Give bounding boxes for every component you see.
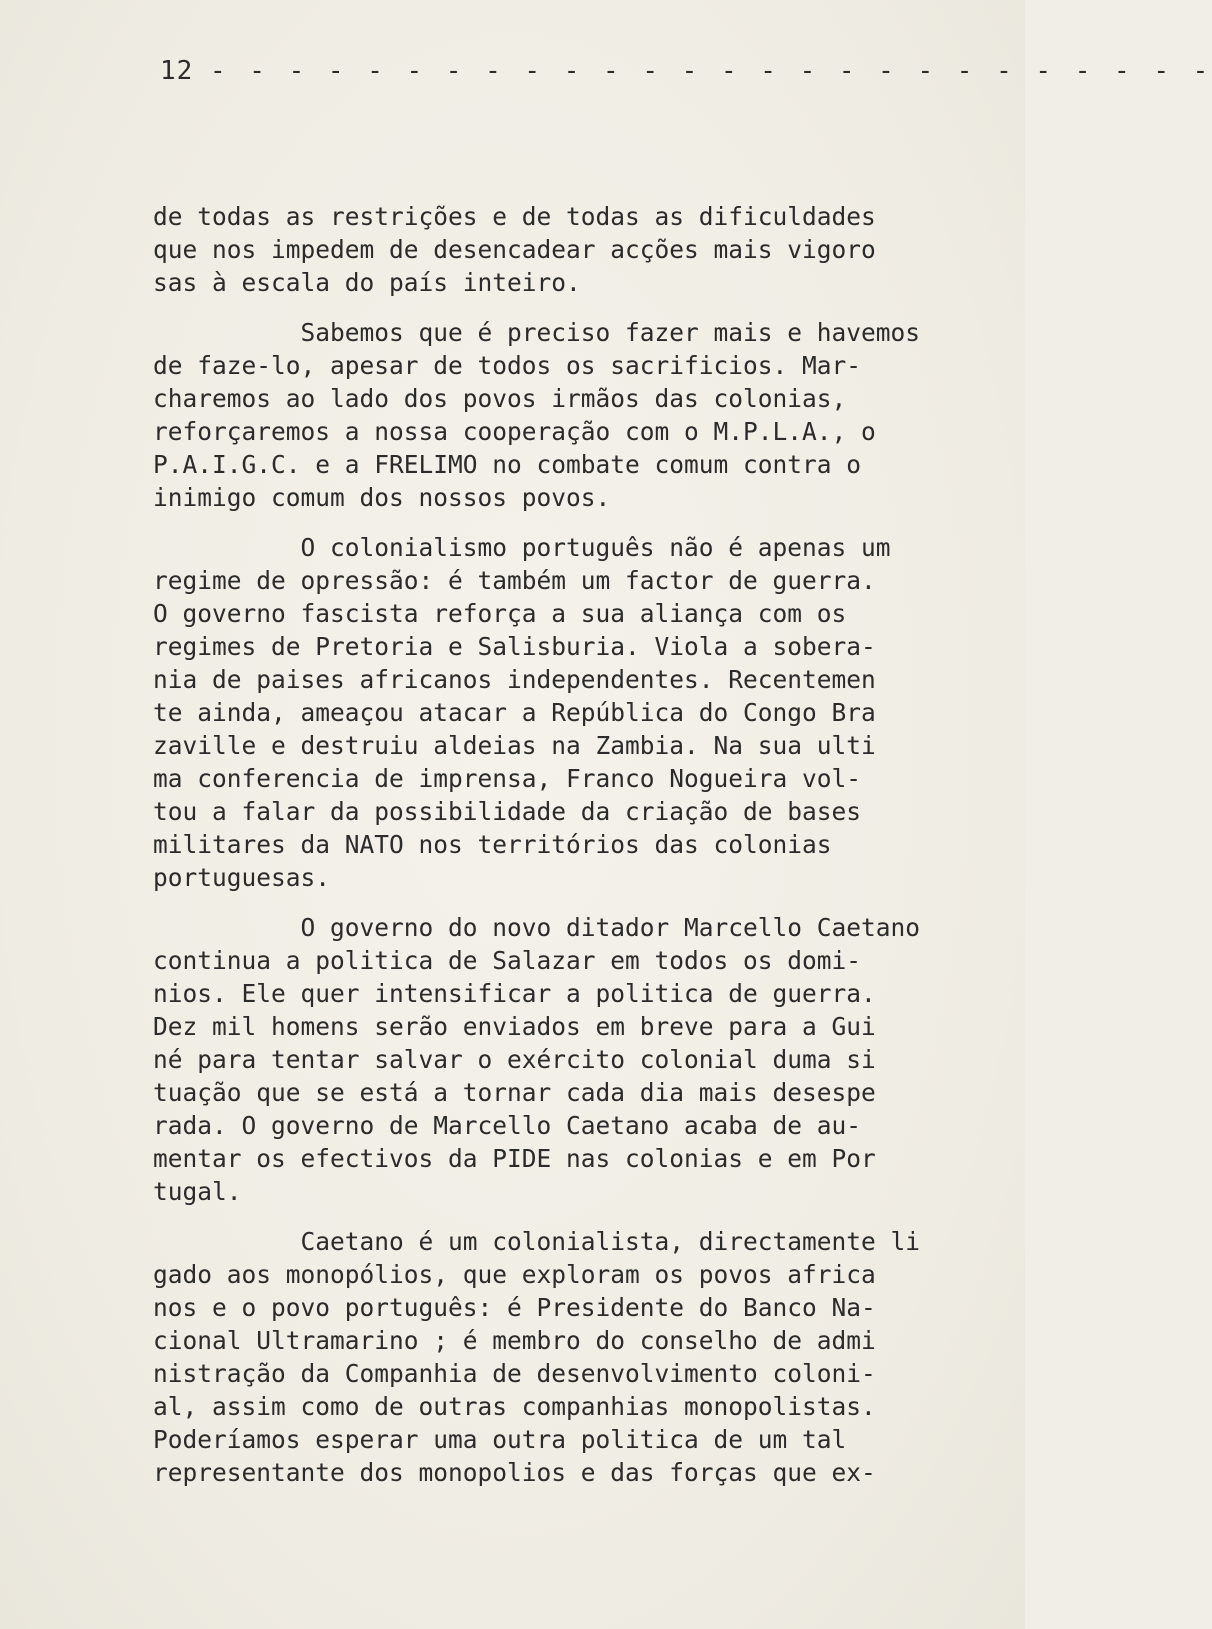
- text-line: zaville e destruiu aldeias na Zambia. Na sua ulti: [153, 731, 876, 760]
- text-line: de faze-lo, apesar de todos os sacrificios. Mar-: [153, 351, 862, 380]
- text-line: tuação que se está a tornar cada dia mais desespe: [153, 1078, 876, 1107]
- body-text: [153, 200, 933, 1489]
- paragraph-2: [153, 316, 933, 514]
- text-line: al, assim como de outras companhias monopolistas.: [153, 1392, 876, 1421]
- text-line: tugal.: [153, 1177, 242, 1206]
- text-line: reforçaremos a nossa cooperação com o M.P.L.A., o: [153, 417, 876, 446]
- text-line: O governo fascista reforça a sua aliança com os: [153, 599, 847, 628]
- text-line: cional Ultramarino ; é membro do conselho de admi: [153, 1326, 876, 1355]
- paragraph-3: [153, 531, 933, 894]
- text-line: militares da NATO nos territórios das colonias: [153, 830, 832, 859]
- text-line: nios. Ele quer intensificar a politica de guerra.: [153, 979, 876, 1008]
- text-line: continua a politica de Salazar em todos os domi-: [153, 946, 862, 975]
- text-line: P.A.I.G.C. e a FRELIMO no combate comum contra o: [153, 450, 862, 479]
- paragraph-4: [153, 911, 933, 1208]
- text-line: ma conferencia de imprensa, Franco Nogueira vol-: [153, 764, 862, 793]
- text-line: O governo do novo ditador Marcello Caetano: [153, 913, 921, 942]
- text-line: rada. O governo de Marcello Caetano acaba de au-: [153, 1111, 862, 1140]
- text-line: regimes de Pretoria e Salisburia. Viola a sobera-: [153, 632, 876, 661]
- text-line: né para tentar salvar o exército colonial duma si: [153, 1045, 876, 1074]
- text-line: nos e o povo português: é Presidente do Banco Na-: [153, 1293, 876, 1322]
- text-line: mentar os efectivos da PIDE nas colonias e em Por: [153, 1144, 876, 1173]
- page-number: 12: [160, 56, 194, 86]
- text-line: Caetano é um colonialista, directamente li: [153, 1227, 921, 1256]
- text-line: nia de paises africanos independentes. Recentemen: [153, 665, 876, 694]
- text-line: representante dos monopolios e das forças que ex-: [153, 1458, 876, 1487]
- text-line: charemos ao lado dos povos irmãos das colonias,: [153, 384, 847, 413]
- paragraph-5: [153, 1225, 933, 1489]
- text-line: portuguesas.: [153, 863, 331, 892]
- header-dash-rule: - - - - - - - - - - - - - - - - - - - - - - - - - -: [209, 56, 1212, 86]
- paragraph-1: [153, 200, 933, 299]
- text-line: nistração da Companhia de desenvolvimento coloni-: [153, 1359, 876, 1388]
- text-line: Poderíamos esperar uma outra politica de um tal: [153, 1425, 847, 1454]
- text-line: te ainda, ameaçou atacar a República do Congo Bra: [153, 698, 876, 727]
- text-line: O colonialismo português não é apenas um: [153, 533, 891, 562]
- page-header: [160, 56, 1212, 86]
- text-line: inimigo comum dos nossos povos.: [153, 483, 611, 512]
- text-line: Dez mil homens serão enviados em breve para a Gui: [153, 1012, 876, 1041]
- text-line: de todas as restrições e de todas as dificuldades: [153, 202, 876, 231]
- text-line: que nos impedem de desencadear acções mais vigoro: [153, 235, 876, 264]
- text-line: gado aos monopólios, que exploram os povos africa: [153, 1260, 876, 1289]
- text-line: tou a falar da possibilidade da criação de bases: [153, 797, 862, 826]
- text-line: Sabemos que é preciso fazer mais e havemos: [153, 318, 921, 347]
- text-line: regime de opressão: é também um factor de guerra.: [153, 566, 876, 595]
- text-line: sas à escala do país inteiro.: [153, 268, 581, 297]
